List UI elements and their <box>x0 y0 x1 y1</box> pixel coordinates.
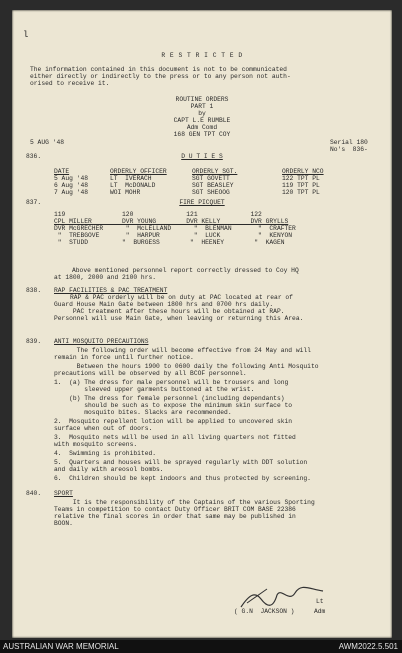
s840-line-1: It is the responsibility of the Captains of the various Sporting <box>54 499 315 506</box>
duties-row-1-date: 5 Aug '48 <box>54 175 89 182</box>
s840-line-2: Teams in competition to contact Duty Officer BRIT COM BASE 22386 <box>54 506 296 513</box>
document-page <box>12 10 392 638</box>
picquet-note-1: Above mentioned personnel report correctly dressed to Coy HQ <box>72 267 299 274</box>
order-date: 5 AUG '48 <box>30 139 65 146</box>
duties-row-1-sgt: SGT GOVETT <box>192 175 230 182</box>
s839-line-5: 1. (a) The dress for male personnel will be trousers and long <box>54 379 289 386</box>
s839-line-4: precautions will be observed by all BCOF personnel. <box>54 370 247 377</box>
s838-line-3: PAC treatment after these hours will be obtained at RAP. <box>54 308 285 315</box>
s839-line-8: should be such as to expose the minimum skin surface to <box>54 402 293 409</box>
s839-line-6: sleeved upper garments buttoned at the wrist. <box>54 386 255 393</box>
duties-header-sgt: ORDERLY SGT. <box>192 168 238 175</box>
duties-row-3-nco: 120 TPT PL <box>282 189 320 196</box>
notice-line-1: The information contained in this document is not to be communicated <box>30 66 287 73</box>
duties-header-nco: ORDERLY NCO <box>282 168 324 175</box>
header-line-4: CAPT L.E RUMBLE <box>173 117 231 124</box>
duties-row-2-date: 6 Aug '48 <box>54 182 89 189</box>
serial-number: Serial 180 <box>330 139 368 146</box>
section-839-heading: ANTI MOSQUITO PRECAUTIONS <box>54 338 149 345</box>
duties-row-1-nco: 122 TPT PL <box>282 175 320 182</box>
picquet-platoons: 119 120 121 122 <box>54 211 262 218</box>
s839-line-2: remain in force until further notice. <box>54 354 194 361</box>
order-numbers: No's 836- <box>330 146 368 153</box>
picquet-note-2: at 1800, 2000 and 2100 hrs. <box>54 274 157 281</box>
section-837-heading: FIRE PICQUET <box>179 199 225 206</box>
duties-row-1-officer: LT IVERACH <box>110 175 152 182</box>
s838-line-1: RAP & PAC orderly will be on duty at PAC located at rear of <box>70 294 293 301</box>
s839-line-16: and daily with areosol bombs. <box>54 466 164 473</box>
s839-line-15: 5. Quarters and houses will be sprayed regularly with DDT solution <box>54 459 308 466</box>
notice-line-3: orised to receive it. <box>30 80 110 87</box>
signature-rank: Lt <box>316 598 324 605</box>
header-line-1: ROUTINE ORDERS <box>175 96 229 103</box>
section-840-heading: SPORT <box>54 490 73 497</box>
s838-line-4: Personnel will use Main Gate, when leaving or returning this Area. <box>54 315 304 322</box>
s839-line-1: The following order will become effective from 24 May and will <box>54 347 311 354</box>
picquet-row-2: " TREBGOVE " HARPUR " LUCK " KENYON <box>54 232 293 239</box>
s839-line-11: surface when out of doors. <box>54 425 153 432</box>
s839-line-14: 4. Swimming is prohibited. <box>54 450 157 457</box>
section-838-number: 838. <box>26 287 42 294</box>
header-line-2: PART 1 <box>190 103 214 110</box>
header-line-6: 168 GEN TPT COY <box>173 131 231 138</box>
section-839-number: 839. <box>26 338 42 345</box>
s839-line-9: mosquito bites. Slacks are recommended. <box>54 409 232 416</box>
header-line-3: by <box>198 110 206 117</box>
signature-name: ( G.N JACKSON ) <box>234 608 295 615</box>
duties-header-date: DATE <box>54 168 70 175</box>
s838-line-2: Guard House Main Gate between 1800 hrs and 0700 hrs daily. <box>54 301 274 308</box>
signature-role: Adm <box>314 608 326 615</box>
duties-row-2-officer: LT McDONALD <box>110 182 156 189</box>
corner-mark: l <box>23 30 29 40</box>
picquet-leaders: CPL MILLER DVR YOUNG DVR KELLY DVR GRYLLS <box>54 218 289 225</box>
picquet-row-1: DVR McGRECHER " McLELLAND " BLENMAN " CRAFTER <box>54 225 296 232</box>
section-836-number: 836. <box>26 153 42 160</box>
duties-row-2-nco: 119 TPT PL <box>282 182 320 189</box>
section-840-number: 840. <box>26 490 42 497</box>
duties-row-2-sgt: SGT BEASLEY <box>192 182 234 189</box>
archive-footer <box>0 640 402 653</box>
archive-accession: AWM2022.5.501 <box>338 642 398 651</box>
archive-name: AUSTRALIAN WAR MEMORIAL <box>3 642 119 651</box>
s840-line-4: BOON. <box>54 520 73 527</box>
section-837-number: 837. <box>26 199 42 206</box>
s839-line-13: with mosquito screens. <box>54 441 138 448</box>
duties-row-3-officer: WOI MOHR <box>110 189 141 196</box>
s839-line-3: Between the hours 1900 to 0600 daily the following Anti Mosquito <box>54 363 319 370</box>
section-838-heading: RAP FACILITIES & PAC TREATMENT <box>54 287 168 294</box>
s839-line-7: (b) The dress for female personnel (including dependants) <box>54 395 285 402</box>
restricted-title: R E S T R I C T E D <box>161 52 243 59</box>
section-836-heading: D U T I E S <box>181 153 223 160</box>
s839-line-17: 6. Children should be kept indoors and thus protected by screening. <box>54 475 311 482</box>
s840-line-3: relative the final scores in order that same may be published in <box>54 513 296 520</box>
s839-line-10: 2. Mosquito repellent lotion will be applied to uncovered skin <box>54 418 293 425</box>
duties-row-3-date: 7 Aug '48 <box>54 189 89 196</box>
notice-line-2: either directly or indirectly to the press or to any person not auth- <box>30 73 291 80</box>
s839-line-12: 3. Mosquito nets will be used in all living quarters not fitted <box>54 434 296 441</box>
picquet-row-3: " STUDD " BURGESS " HEENEY " KAGEN <box>54 239 285 246</box>
duties-row-3-sgt: SGT SHEOOG <box>192 189 230 196</box>
duties-header-officer: ORDERLY OFFICER <box>110 168 167 175</box>
header-line-5: Adm Comd <box>186 124 218 131</box>
